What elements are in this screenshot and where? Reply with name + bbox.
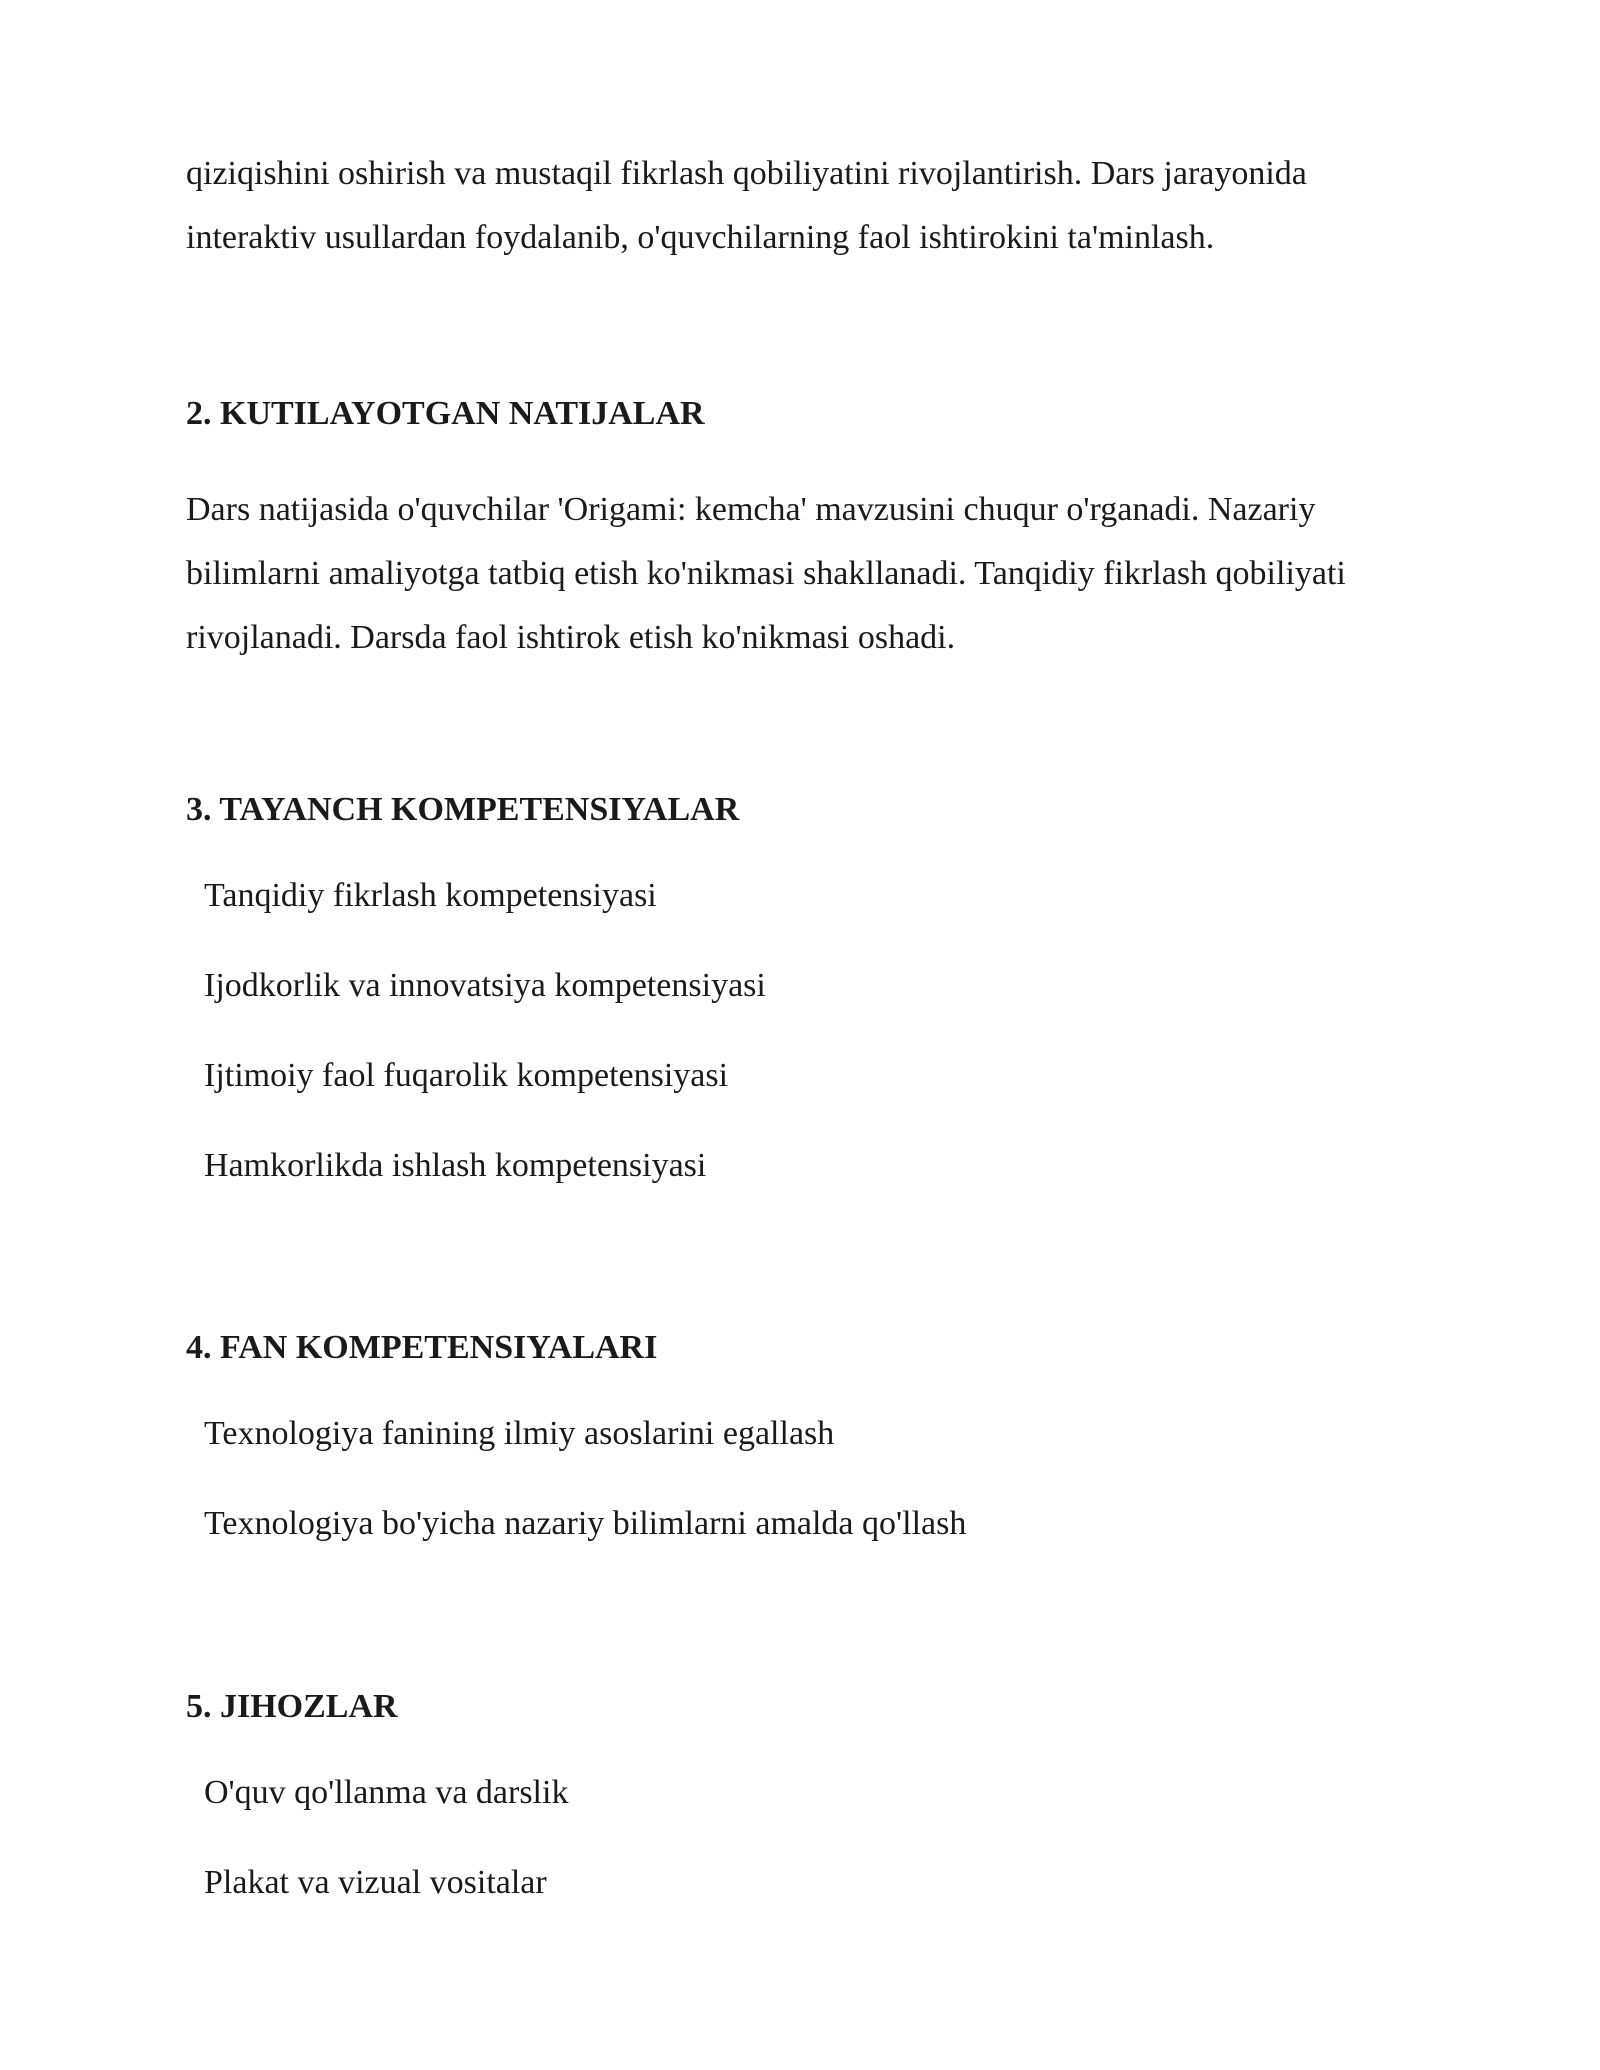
section-paragraph: Dars natijasida o'quvchilar 'Origami: kemcha' mavzusini chuqur o'rganadi. Nazariy bilimlarni amaliyotga tatbiq etish ko'nikmasi shakllanadi. Tanqidiy fikrlash qobiliyati rivojlanadi. Darsda faol ishtirok etish ko'nikmasi oshadi. bbox=[186, 491, 1346, 656]
competency-list bbox=[186, 874, 1436, 1188]
section-heading: 5. JIHOZLAR bbox=[186, 1688, 398, 1725]
subject-competency-list bbox=[186, 1412, 1436, 1546]
list-item: Texnologiya fanining ilmiy asoslarini egallash bbox=[204, 1415, 835, 1452]
section-heading: 3. TAYANCH KOMPETENSIYALAR bbox=[186, 791, 740, 828]
list-item: Texnologiya bo'yicha nazariy bilimlarni amalda qo'llash bbox=[204, 1505, 967, 1542]
section-heading: 2. KUTILAYOTGAN NATIJALAR bbox=[186, 395, 705, 432]
equipment-list bbox=[186, 1771, 1436, 1905]
list-item: Tanqidiy fikrlash kompetensiyasi bbox=[204, 877, 657, 914]
list-item: Ijodkorlik va innovatsiya kompetensiyasi bbox=[204, 967, 766, 1004]
list-item: Plakat va vizual vositalar bbox=[204, 1864, 547, 1901]
section-subject-competencies bbox=[186, 1326, 1436, 1592]
section-equipment bbox=[186, 1685, 1436, 1951]
section-core-competencies bbox=[186, 788, 1436, 1234]
list-item: O'quv qo'llanma va darslik bbox=[204, 1774, 569, 1811]
list-item: Ijtimoiy faol fuqarolik kompetensiyasi bbox=[204, 1057, 729, 1094]
intro-paragraph: qiziqishini oshirish va mustaqil fikrlash qobiliyatini rivojlantirish. Dars jarayonida interaktiv usullardan foydalanib, o'quvchilarning faol ishtirokini ta'minlash. bbox=[186, 155, 1307, 256]
section-heading: 4. FAN KOMPETENSIYALARI bbox=[186, 1329, 658, 1366]
list-item: Hamkorlikda ishlash kompetensiyasi bbox=[204, 1147, 707, 1184]
section-expected-results bbox=[186, 392, 1436, 670]
